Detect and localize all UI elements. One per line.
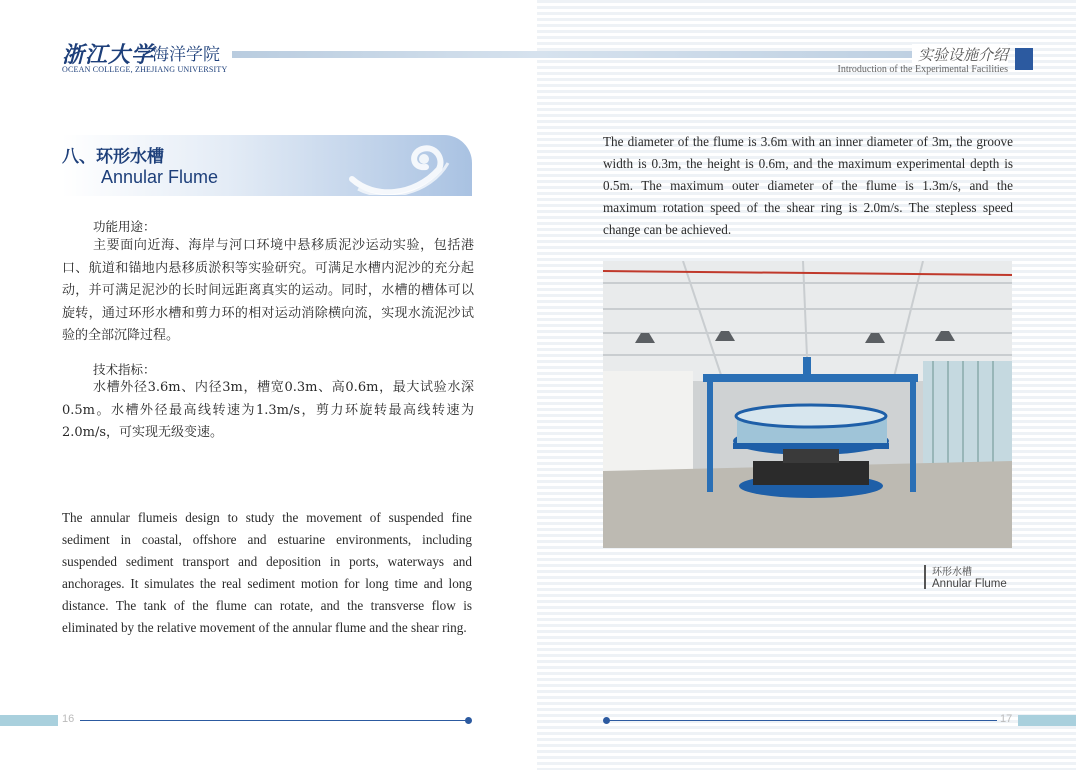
- page-title-en: Annular Flume: [101, 167, 219, 187]
- wave-icon: [344, 139, 454, 195]
- college-name-cn: 海洋学院: [152, 45, 220, 65]
- annular-flume-photo: [603, 261, 1012, 548]
- flume-illustration: [603, 261, 1012, 548]
- page-number-left: 16: [62, 713, 75, 725]
- caption-divider: [924, 565, 926, 589]
- photo-caption-en: Annular Flume: [932, 578, 1007, 590]
- specs-text: 水槽外径3.6m、内径3m，槽宽0.3m、高0.6m，最大试验水深0.5m。水槽外径最高线转速为1.3m/s，剪力环旋转最高线转速为2.0m/s，可实现无级变速。: [62, 380, 474, 440]
- page-number-right: 17: [1000, 713, 1013, 725]
- college-name-en: OCEAN COLLEGE, ZHEJIANG UNIVERSITY: [62, 65, 228, 74]
- footer-rule-left: [80, 720, 468, 721]
- header-rule-left: [232, 51, 537, 58]
- footer-rule-right: [607, 720, 997, 721]
- specs-heading: 技术指标：: [93, 362, 156, 377]
- section-title-en: Introduction of the Experimental Facilities: [837, 64, 1008, 75]
- university-logo: 浙江大学: [62, 42, 155, 68]
- footer-strip-right: [1018, 715, 1076, 726]
- page-title-cn: 八、环形水槽: [62, 147, 164, 167]
- photo-caption-cn: 环形水槽: [932, 567, 972, 578]
- footer-strip-left: [0, 715, 58, 726]
- section-title-cn: 实验设施介绍: [912, 44, 1008, 65]
- english-description: The annular flumeis design to study the movement of suspended fine sediment in coastal, offshore and estuarine environments, including suspended sediment transport and deposition in ports, waterways and anchorages. It simulates the real sediment motion for long time and long distance. The tank of the flume can rotate, and the transverse flow is eliminated by the relative movement of the annular flume and the shear ring.: [62, 510, 472, 635]
- footer-dot-left: [465, 717, 472, 724]
- english-specifications: The diameter of the flume is 3.6m with an inner diameter of 3m, the groove width is 0.3m, the height is 0.6m, and the maximum experimental depth is 0.5m. The maximum outer diameter of the flume is 1.3m/s, and the maximum rotation speed of the shear ring is 2.0m/s. The stepless speed change can be achieved.: [603, 134, 1013, 237]
- function-text: 主要面向近海、海岸与河口环境中悬移质泥沙运动实验，包括港口、航道和锚地内悬移质淤积等实验研究。可满足水槽内泥沙的充分起动，并可满足泥沙的长时间远距离真实的运动。同时，水槽的槽体可以旋转，通过环形水槽和剪力环的相对运动消除横向流，实现水流泥沙试验的全部沉降过程。: [62, 238, 474, 343]
- header-square-marker: [1015, 48, 1033, 70]
- function-heading: 功能用途：: [93, 219, 156, 234]
